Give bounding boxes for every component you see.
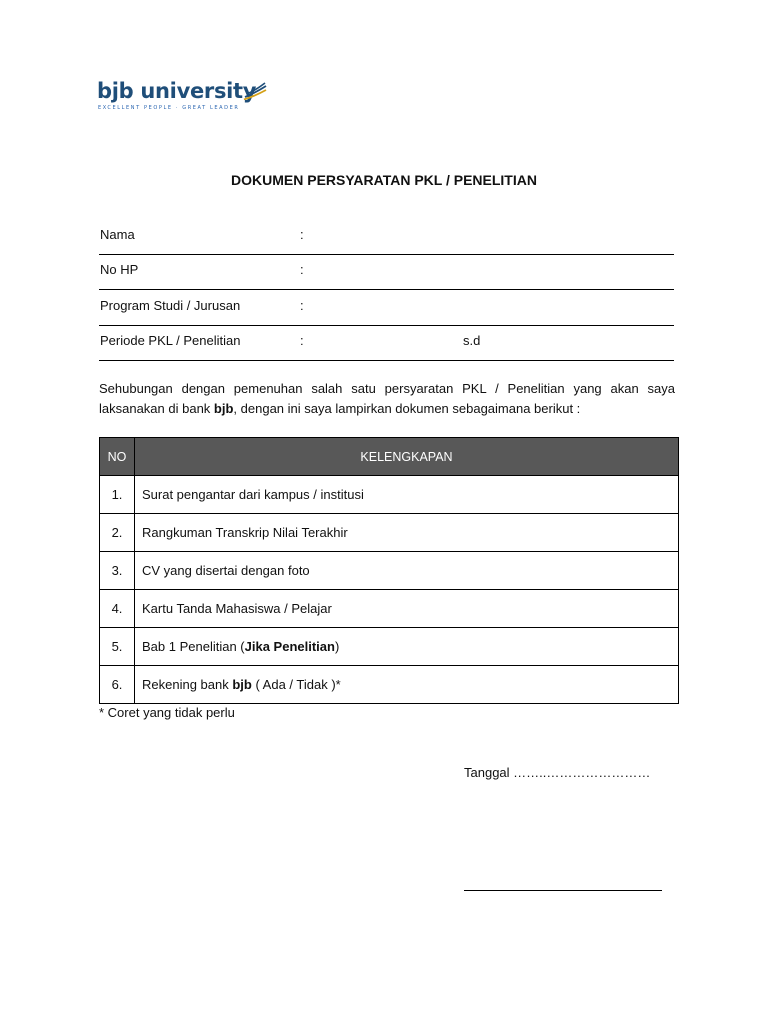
row-item: Rangkuman Transkrip Nilai Terakhir — [135, 514, 679, 552]
intro-paragraph — [99, 379, 675, 419]
date-line: Tanggal ……..…………………… — [464, 765, 651, 780]
field-label: No HP — [100, 262, 139, 277]
bjb-university-logo — [97, 78, 277, 114]
row-number: 5. — [100, 628, 135, 666]
row-item-bold: bjb — [232, 677, 252, 692]
row-item: Surat pengantar dari kampus / institusi — [135, 476, 679, 514]
logo-tagline: EXCELLENT PEOPLE · GREAT LEADER — [98, 105, 240, 111]
table-row — [100, 476, 679, 514]
row-item — [135, 628, 679, 666]
table-row — [100, 590, 679, 628]
field-colon: : — [300, 333, 304, 348]
field-label: Periode PKL / Penelitian — [100, 333, 241, 348]
field-colon: : — [300, 262, 304, 277]
row-item-text: ) — [334, 639, 340, 654]
intro-bold: bjb — [213, 401, 234, 416]
table-row — [100, 514, 679, 552]
intro-text: , dengan ini saya lampirkan dokumen sebagaimana berikut : — [233, 401, 581, 416]
field-divider — [99, 360, 674, 361]
row-number: 4. — [100, 590, 135, 628]
requirements-table — [99, 437, 679, 704]
intro-text: Sehubungan dengan pemenuhan salah satu persyaratan PKL / Penelitian yang akan saya laksanakan di bank — [99, 381, 675, 416]
row-item-text: ( Ada / Tidak )* — [251, 677, 341, 692]
table-header-row — [100, 438, 679, 476]
row-number: 3. — [100, 552, 135, 590]
field-colon: : — [300, 298, 304, 313]
field-label: Program Studi / Jurusan — [100, 298, 241, 313]
row-item: CV yang disertai dengan foto — [135, 552, 679, 590]
row-item-text: Bab 1 Penelitian ( — [142, 639, 245, 654]
field-colon: : — [300, 227, 304, 242]
period-separator: s.d — [463, 333, 481, 348]
row-item-text: Rekening bank — [142, 677, 233, 692]
row-item: Kartu Tanda Mahasiswa / Pelajar — [135, 590, 679, 628]
row-number: 1. — [100, 476, 135, 514]
field-nama — [99, 218, 674, 253]
row-number: 6. — [100, 666, 135, 704]
logo-wings-icon — [243, 82, 267, 100]
document-title: DOKUMEN PERSYARATAN PKL / PENELITIAN — [231, 172, 537, 188]
row-item — [135, 666, 679, 704]
logo-text: bjb university — [97, 79, 257, 103]
field-periode — [99, 324, 674, 359]
field-program-studi — [99, 289, 674, 324]
field-label: Nama — [100, 227, 135, 242]
table-row — [100, 666, 679, 704]
footnote: * Coret yang tidak perlu — [99, 705, 235, 720]
table-row — [100, 628, 679, 666]
column-header-kelengkapan: KELENGKAPAN — [135, 438, 679, 476]
row-item-bold: Jika Penelitian — [244, 639, 335, 654]
row-number: 2. — [100, 514, 135, 552]
table-row — [100, 552, 679, 590]
column-header-no: NO — [100, 438, 135, 476]
field-no-hp — [99, 253, 674, 288]
signature-line — [464, 890, 662, 891]
